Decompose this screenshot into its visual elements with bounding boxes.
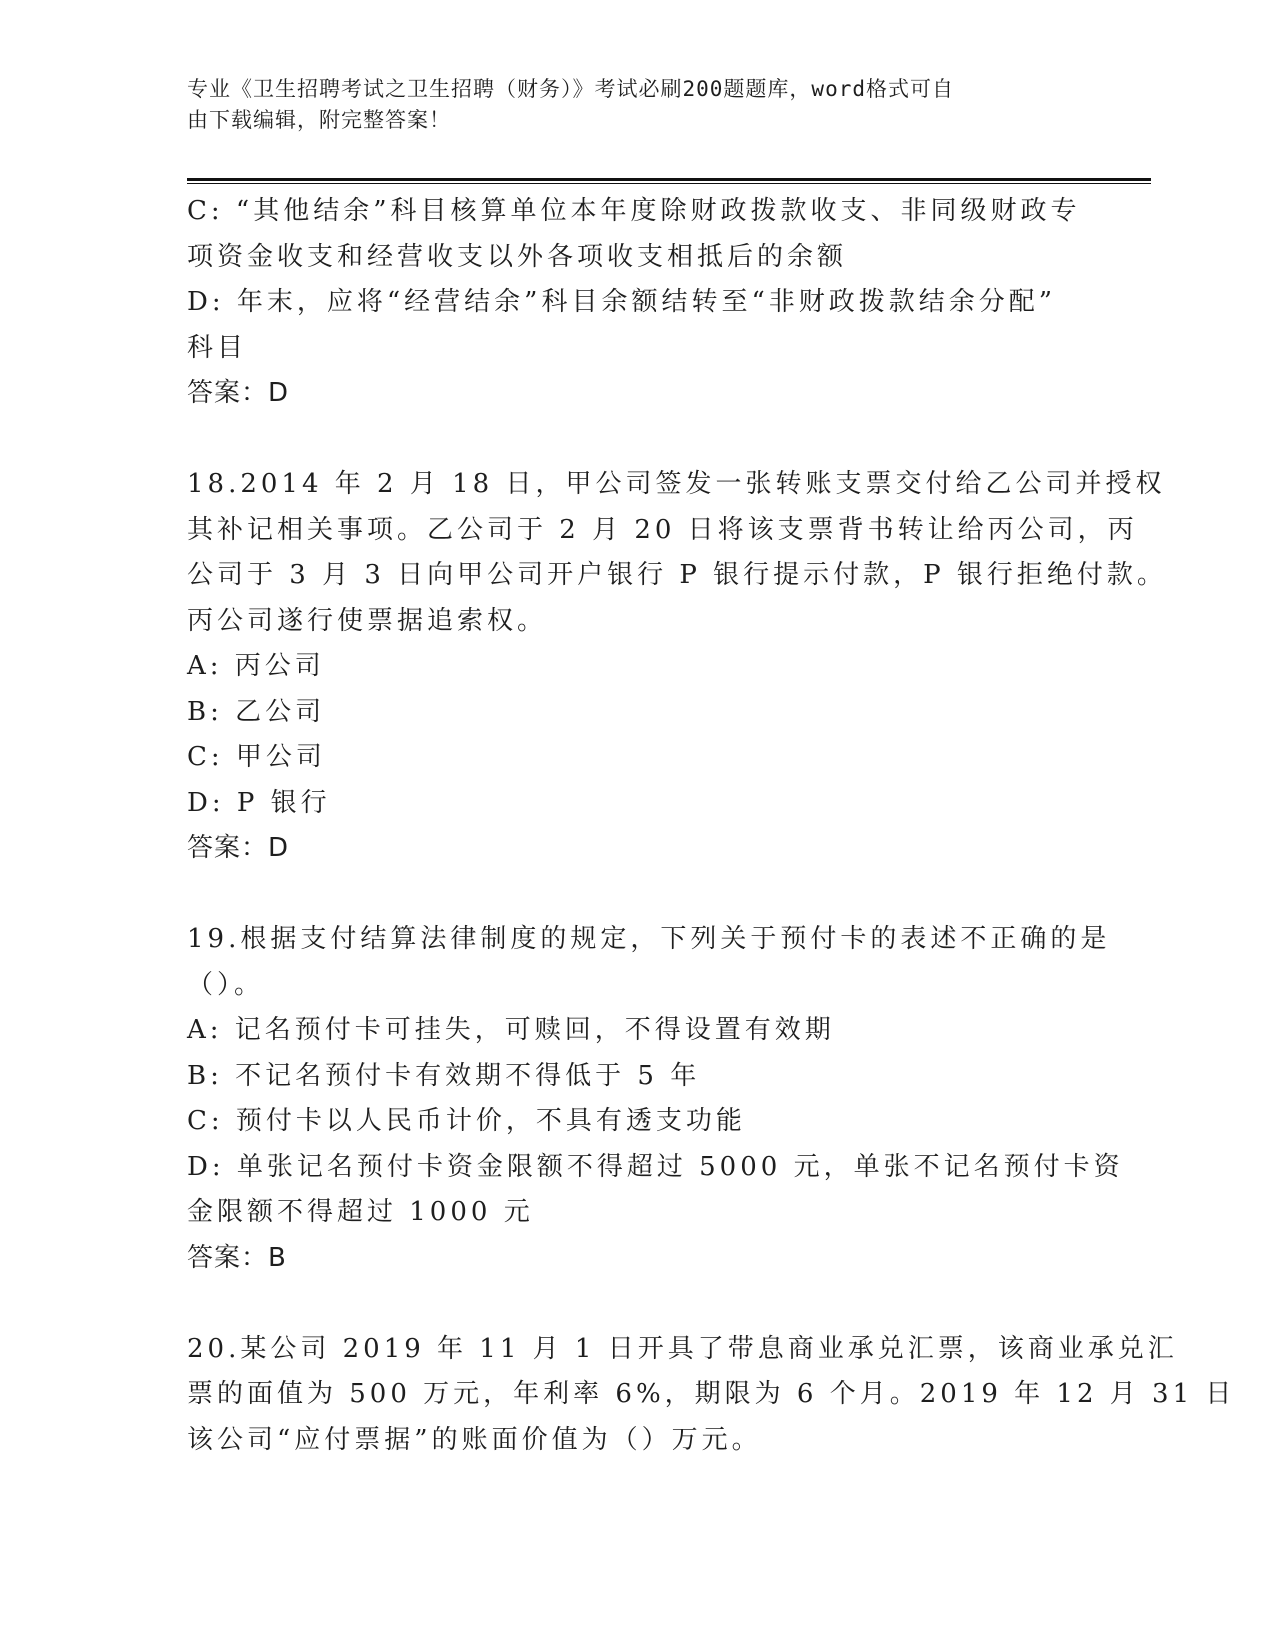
answer: 答案：D — [187, 833, 290, 863]
option-c: C: 甲公司 — [187, 742, 326, 772]
option-d-line-1: D: 年末，应将“经营结余”科目余额结转至“非财政拨款结余分配” — [187, 287, 1057, 317]
question-stem-line: 19.根据支付结算法律制度的规定，下列关于预付卡的表述不正确的是 — [187, 924, 1111, 954]
option-d-line-2: 金限额不得超过 1000 元 — [187, 1197, 534, 1227]
spacer — [187, 872, 1087, 918]
option-a: A: 记名预付卡可挂失，可赎回，不得设置有效期 — [187, 1015, 835, 1045]
question-19 — [187, 917, 1124, 1281]
header-line-1: 专业《卫生招聘考试之卫生招聘（财务）》考试必刷200题题库，word格式可自 — [187, 77, 954, 101]
question-stem-line: 丙公司遂行使票据追索权。 — [187, 605, 548, 636]
question-20 — [187, 1327, 1236, 1464]
header-line-2: 由下载编辑，附完整答案！ — [187, 108, 451, 132]
spacer — [187, 417, 1087, 463]
answer: 答案：B — [187, 1242, 287, 1273]
question-17-tail — [187, 189, 1087, 417]
option-b: B: 不记名预付卡有效期不得低于 5 年 — [187, 1060, 701, 1091]
question-stem-line: 公司于 3 月 3 日向甲公司开户银行 P 银行提示付款，P 银行拒绝付款。 — [187, 560, 1167, 590]
option-d: D: P 银行 — [187, 787, 331, 818]
question-18 — [187, 462, 1167, 872]
option-d-line-2: 科目 — [187, 332, 248, 363]
option-c: C: 预付卡以人民币计价，不具有透支功能 — [187, 1106, 746, 1136]
question-stem-line: （）。 — [187, 969, 265, 1000]
option-d-line-1: D: 单张记名预付卡资金限额不得超过 5000 元，单张不记名预付卡资 — [187, 1151, 1124, 1182]
option-a: A: 丙公司 — [187, 651, 325, 681]
question-stem-line: 18.2014 年 2 月 18 日，甲公司签发一张转账支票交付给乙公司并授权 — [187, 469, 1166, 499]
question-stem-line: 20.某公司 2019 年 11 月 1 日开具了带息商业承兑汇票，该商业承兑汇 — [187, 1333, 1178, 1364]
option-b: B: 乙公司 — [187, 696, 326, 727]
document-body — [187, 189, 1236, 1463]
header-rule-thick — [187, 178, 1151, 181]
answer: 答案：D — [187, 378, 290, 408]
option-c-line-2: 项资金收支和经营收支以外各项收支相抵后的余额 — [187, 241, 848, 272]
spacer — [187, 1281, 1087, 1327]
document-header — [187, 74, 1067, 136]
question-stem-line: 其补记相关事项。乙公司于 2 月 20 日将该支票背书转让给丙公司，丙 — [187, 514, 1138, 545]
header-rule-thin — [187, 183, 1151, 184]
question-stem-line: 票的面值为 500 万元，年利率 6%，期限为 6 个月。2019 年 12 月 31 日 — [187, 1379, 1236, 1409]
question-stem-line: 该公司“应付票据”的账面价值为（）万元。 — [187, 1424, 762, 1455]
option-c-line-1: C: “其他结余”科目核算单位本年度除财政拨款收支、非同级财政专 — [187, 196, 1081, 226]
